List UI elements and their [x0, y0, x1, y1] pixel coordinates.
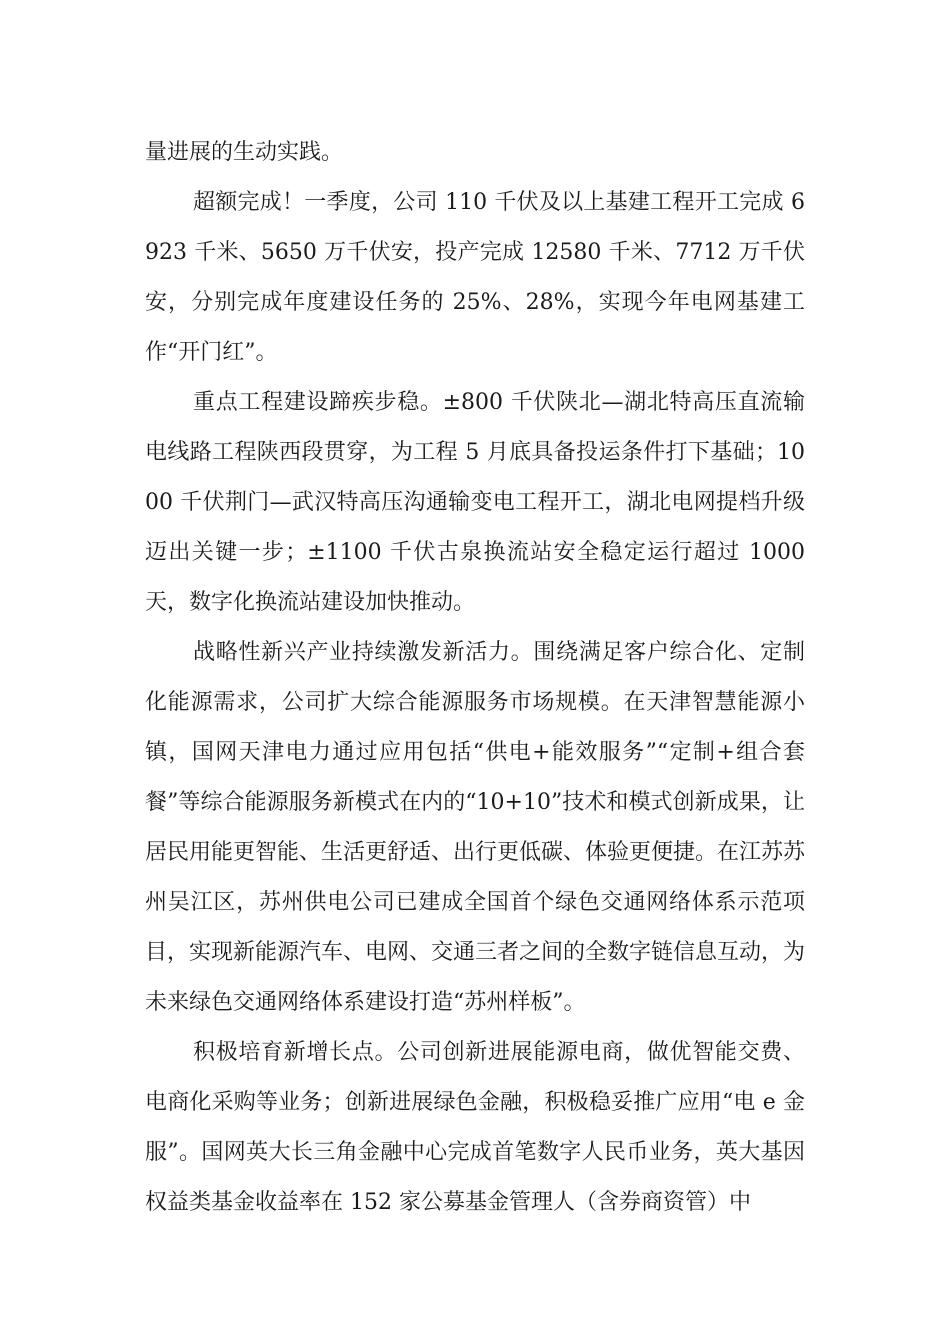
paragraph-2: 超额完成！一季度，公司 110 千伏及以上基建工程开工完成 6923 千米、5650 万千伏安，投产完成 12580 千米、7712 万千伏安，分别完成年度建设任务的 25%、28%，实现今年电网基建工作“开门红”。: [145, 190, 805, 365]
paragraph-1: 量进展的生动实践。: [145, 140, 344, 165]
paragraph-5: 积极培育新增长点。公司创新进展能源电商，做优智能交费、电商化采购等业务；创新进展绿色金融，积极稳妥推广应用“电 e 金服”。国网英大长三角金融中心完成首笔数字人民币业务，英大基因权益类基金收益率在 152 家公募基金管理人（含券商资管）中: [145, 1040, 805, 1215]
paragraph-3: 重点工程建设蹄疾步稳。±800 千伏陕北—湖北特高压直流输电线路工程陕西段贯穿，为工程 5 月底具备投运条件打下基础；1000 千伏荆门—武汉特高压沟通输变电工程开工，湖北电网提档升级迈出关键一步；±1100 千伏古泉换流站安全稳定运行超过 1000 天，数字化换流站建设加快推动。: [145, 390, 805, 615]
paragraph-4: 战略性新兴产业持续激发新活力。围绕满足客户综合化、定制化能源需求，公司扩大综合能源服务市场规模。在天津智慧能源小镇，国网天津电力通过应用包括“供电+能效服务”“定制+组合套餐”等综合能源服务新模式在内的“10+10”技术和模式创新成果，让居民用能更智能、生活更舒适、出行更低碳、体验更便捷。在江苏苏州吴江区，苏州供电公司已建成全国首个绿色交通网络体系示范项目，实现新能源汽车、电网、交通三者之间的全数字链信息互动，为未来绿色交通网络体系建设打造“苏州样板”。: [145, 640, 806, 1015]
document-body: [145, 128, 805, 1228]
